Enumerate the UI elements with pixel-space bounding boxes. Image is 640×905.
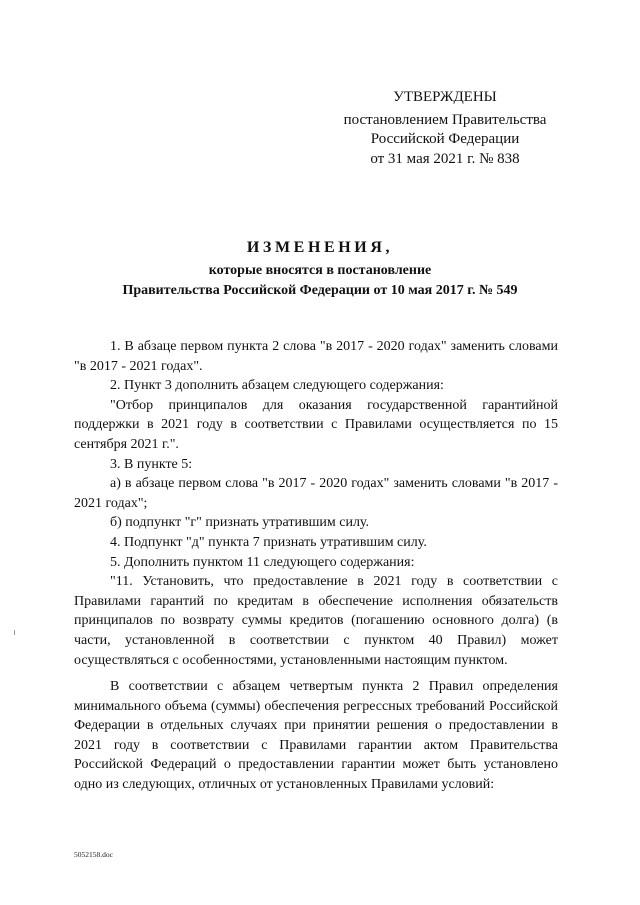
document-title: ИЗМЕНЕНИЯ,	[246, 239, 394, 256]
file-name: 5052158.doc	[74, 850, 113, 859]
approval-line: Российской Федерации	[370, 131, 520, 147]
paragraph: а) в абзаце первом слова "в 2017 - 2020 годах" заменить словами "в 2017 - 2021 годах";	[74, 476, 558, 511]
scan-mark	[14, 630, 15, 635]
approval-date: от 31 мая 2021 г. № 838	[370, 150, 520, 167]
paragraph: 4. Подпункт "д" пункта 7 признать утратившим силу.	[110, 534, 427, 550]
paragraph: "Отбор принципалов для оказания государственной гарантийной поддержки в 2021 году в соответствии с Правилами осуществляется по 15 сентября 2021 г.".	[74, 397, 558, 452]
approval-line: постановлением Правительства	[343, 111, 547, 128]
paragraph: 1. В абзаце первом пункта 2 слова "в 2017 - 2020 годах" заменить словами "в 2017 - 2021 годах".	[74, 339, 558, 374]
approval-block	[330, 88, 560, 169]
paragraph: В соответствии с абзацем четвертым пункта 2 Правил определения минимального объема (суммы) обеспечения регрессных требований Российской Федерации в отдельных случаях при принятии решения о предоставлении в 2021 году в соответствии с Правилами гарантии актом Правительства Российской Федераций о предоставлении гарантии может быть установлено одно из следующих, отличных от установленных Правилами условий:	[74, 679, 558, 793]
paragraph: 3. В пункте 5:	[110, 456, 193, 472]
document-subtitle: Правительства Российской Федерации от 10 мая 2017 г. № 549	[122, 283, 518, 298]
document-body	[74, 337, 558, 795]
paragraph: "11. Установить, что предоставление в 2021 году в соответствии с Правилами гарантий по кредитам в обеспечение исполнения обязательств принципалов по возврату суммы кредитов (погашению основного долга) (в части, установленной в соответствии с пунктом 40 Правил) может осуществляться с особенностями, установленными настоящим пунктом.	[74, 574, 558, 668]
paragraph: б) подпункт "г" признать утратившим силу.	[110, 515, 370, 531]
document-subtitle: которые вносятся в постановление	[208, 263, 432, 278]
approval-heading: УТВЕРЖДЕНЫ	[393, 89, 497, 105]
paragraph: 2. Пункт 3 дополнить абзацем следующего содержания:	[110, 378, 444, 394]
paragraph: 5. Дополнить пунктом 11 следующего содержания:	[110, 554, 415, 570]
